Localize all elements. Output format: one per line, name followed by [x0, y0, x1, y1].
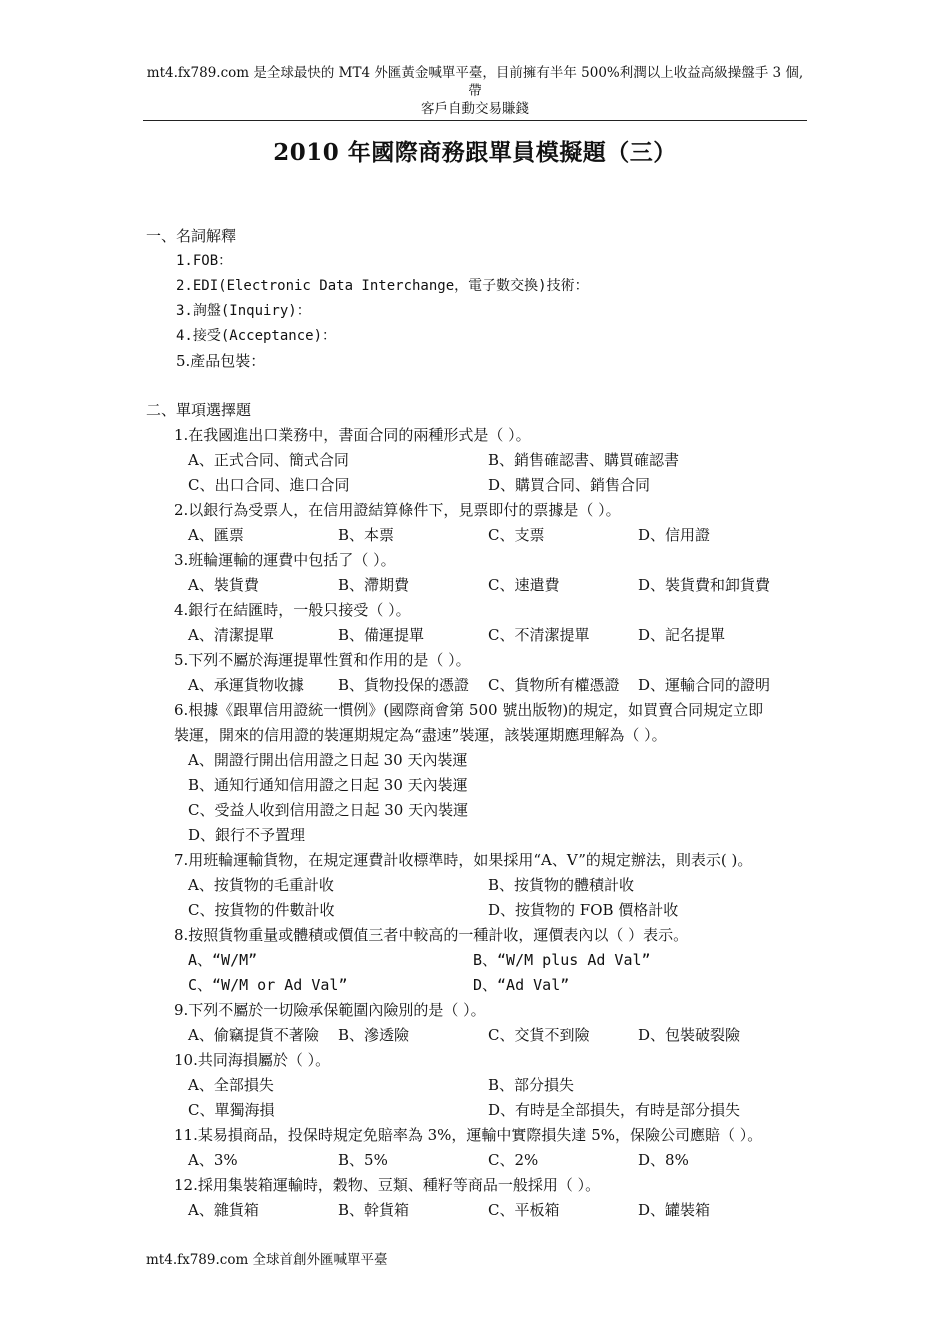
option-a: A、清潔提單 [188, 626, 274, 644]
option-b: B、銷售確認書、購買確認書 [488, 451, 680, 469]
option-a: A、開證行開出信用證之日起 30 天內裝運 [188, 751, 468, 769]
question-11: 11.某易損商品，投保時規定免賠率為 3%，運輸中實際損失達 5%，保險公司應賠（ ）。 [174, 1126, 763, 1144]
option-a: A、承運貨物收據 [188, 676, 304, 694]
option-b: B、滲透險 [338, 1026, 410, 1044]
header-line-1: mt4.fx789.com 是全球最快的 MT4 外匯黃金喊單平臺，目前擁有半年 500%利潤以上收益高級操盤手 3 個,帶 [146, 65, 804, 99]
option-a: A、雜貨箱 [188, 1201, 259, 1219]
option-c: C、貨物所有權憑證 [488, 676, 620, 694]
section-heading-terms: 一、名詞解釋 [146, 227, 237, 245]
option-c: C、速遣費 [488, 576, 560, 594]
option-b: B、滯期費 [338, 576, 410, 594]
question-6: 6.根據《跟單信用證統一慣例》(國際商會第 500 號出版物)的規定，如買賣合同規定立即 [174, 701, 764, 719]
question-5: 5.下列不屬於海運提單性質和作用的是（ ）。 [174, 651, 471, 669]
option-a: A、偷竊提貨不著險 [188, 1026, 319, 1044]
option-c: C、平板箱 [488, 1201, 560, 1219]
term-item: 3.詢盤(Inquiry)： [176, 303, 311, 319]
page-footer: mt4.fx789.com 全球首創外匯喊單平臺 [146, 1252, 388, 1268]
option-d: D、有時是全部損失，有時是部分損失 [488, 1101, 741, 1119]
document-title: 2010 年國際商務跟單員模擬題（三） [273, 139, 677, 166]
question-12: 12.採用集裝箱運輸時，穀物、豆類、種籽等商品一般採用（ ）。 [174, 1176, 601, 1194]
option-c: C、出口合同、進口合同 [188, 476, 350, 494]
option-c: C、單獨海損 [188, 1101, 275, 1119]
option-b: B、通知行通知信用證之日起 30 天內裝運 [188, 776, 468, 794]
option-d: D、信用證 [638, 526, 711, 544]
header-line-2: 客戶自動交易賺錢 [421, 101, 529, 117]
question-9: 9.下列不屬於一切險承保範圍內險別的是（ ）。 [174, 1001, 486, 1019]
option-a: A、正式合同、簡式合同 [188, 451, 349, 469]
question-2: 2.以銀行為受票人，在信用證結算條件下，見票即付的票據是（ ）。 [174, 501, 621, 519]
option-a: A、裝貨費 [188, 576, 259, 594]
option-c: C、交貨不到險 [488, 1026, 590, 1044]
option-c: C、支票 [488, 526, 545, 544]
question-8: 8.按照貨物重量或體積或價值三者中較高的一種計收，運價表內以（ ）表示。 [174, 926, 689, 944]
option-b: B、“W/M plus Ad Val” [473, 951, 651, 969]
option-d: D、銀行不予置理 [188, 826, 306, 844]
term-item: 4.接受(Acceptance)： [176, 328, 337, 344]
question-4: 4.銀行在結匯時，一般只接受（ ）。 [174, 601, 411, 619]
option-d: D、罐裝箱 [638, 1201, 711, 1219]
option-a: A、匯票 [188, 526, 244, 544]
question-3: 3.班輪運輸的運費中包括了（ ）。 [174, 551, 396, 569]
option-a: A、全部損失 [188, 1076, 274, 1094]
option-d: D、記名提單 [638, 626, 726, 644]
term-item: 5.產品包裝： [176, 352, 266, 370]
question-6-continued: 裝運，開來的信用證的裝運期規定為“盡速”裝運，該裝運期應理解為（ ）。 [174, 726, 667, 744]
option-d: D、按貨物的 FOB 價格計收 [488, 901, 679, 919]
option-d: D、8% [638, 1151, 689, 1169]
option-b: B、備運提單 [338, 626, 425, 644]
option-a: A、按貨物的毛重計收 [188, 876, 334, 894]
option-b: B、部分損失 [488, 1076, 575, 1094]
option-d: D、購買合同、銷售合同 [488, 476, 651, 494]
section-heading-choice: 二、單項選擇題 [146, 401, 252, 419]
option-a: A、“W/M” [188, 951, 258, 969]
option-b: B、5% [338, 1151, 388, 1169]
option-b: B、貨物投保的憑證 [338, 676, 470, 694]
option-b: B、本票 [338, 526, 395, 544]
option-c: C、2% [488, 1151, 539, 1169]
term-item: 2.EDI(Electronic Data Interchange，電子數交換)技術： [176, 278, 589, 294]
question-7: 7.用班輪運輸貨物，在規定運費計收標準時，如果採用“A、V”的規定辦法，則表示( )。 [174, 851, 753, 869]
option-d: D、裝貨費和卸貨費 [638, 576, 771, 594]
option-c: C、不清潔提單 [488, 626, 590, 644]
option-c: C、“W/M or Ad Val” [188, 976, 348, 994]
option-b: B、按貨物的體積計收 [488, 876, 635, 894]
option-c: C、按貨物的件數計收 [188, 901, 335, 919]
option-d: D、運輸合同的證明 [638, 676, 771, 694]
question-10: 10.共同海損屬於（ ）。 [174, 1051, 331, 1069]
term-item: 1.FOB： [176, 253, 233, 269]
option-b: B、幹貨箱 [338, 1201, 410, 1219]
option-d: D、包裝破裂險 [638, 1026, 741, 1044]
question-1: 1.在我國進出口業務中，書面合同的兩種形式是（ ）。 [174, 426, 531, 444]
page-header [143, 64, 807, 121]
option-a: A、3% [188, 1151, 238, 1169]
option-c: C、受益人收到信用證之日起 30 天內裝運 [188, 801, 469, 819]
option-d: D、“Ad Val” [473, 976, 570, 994]
